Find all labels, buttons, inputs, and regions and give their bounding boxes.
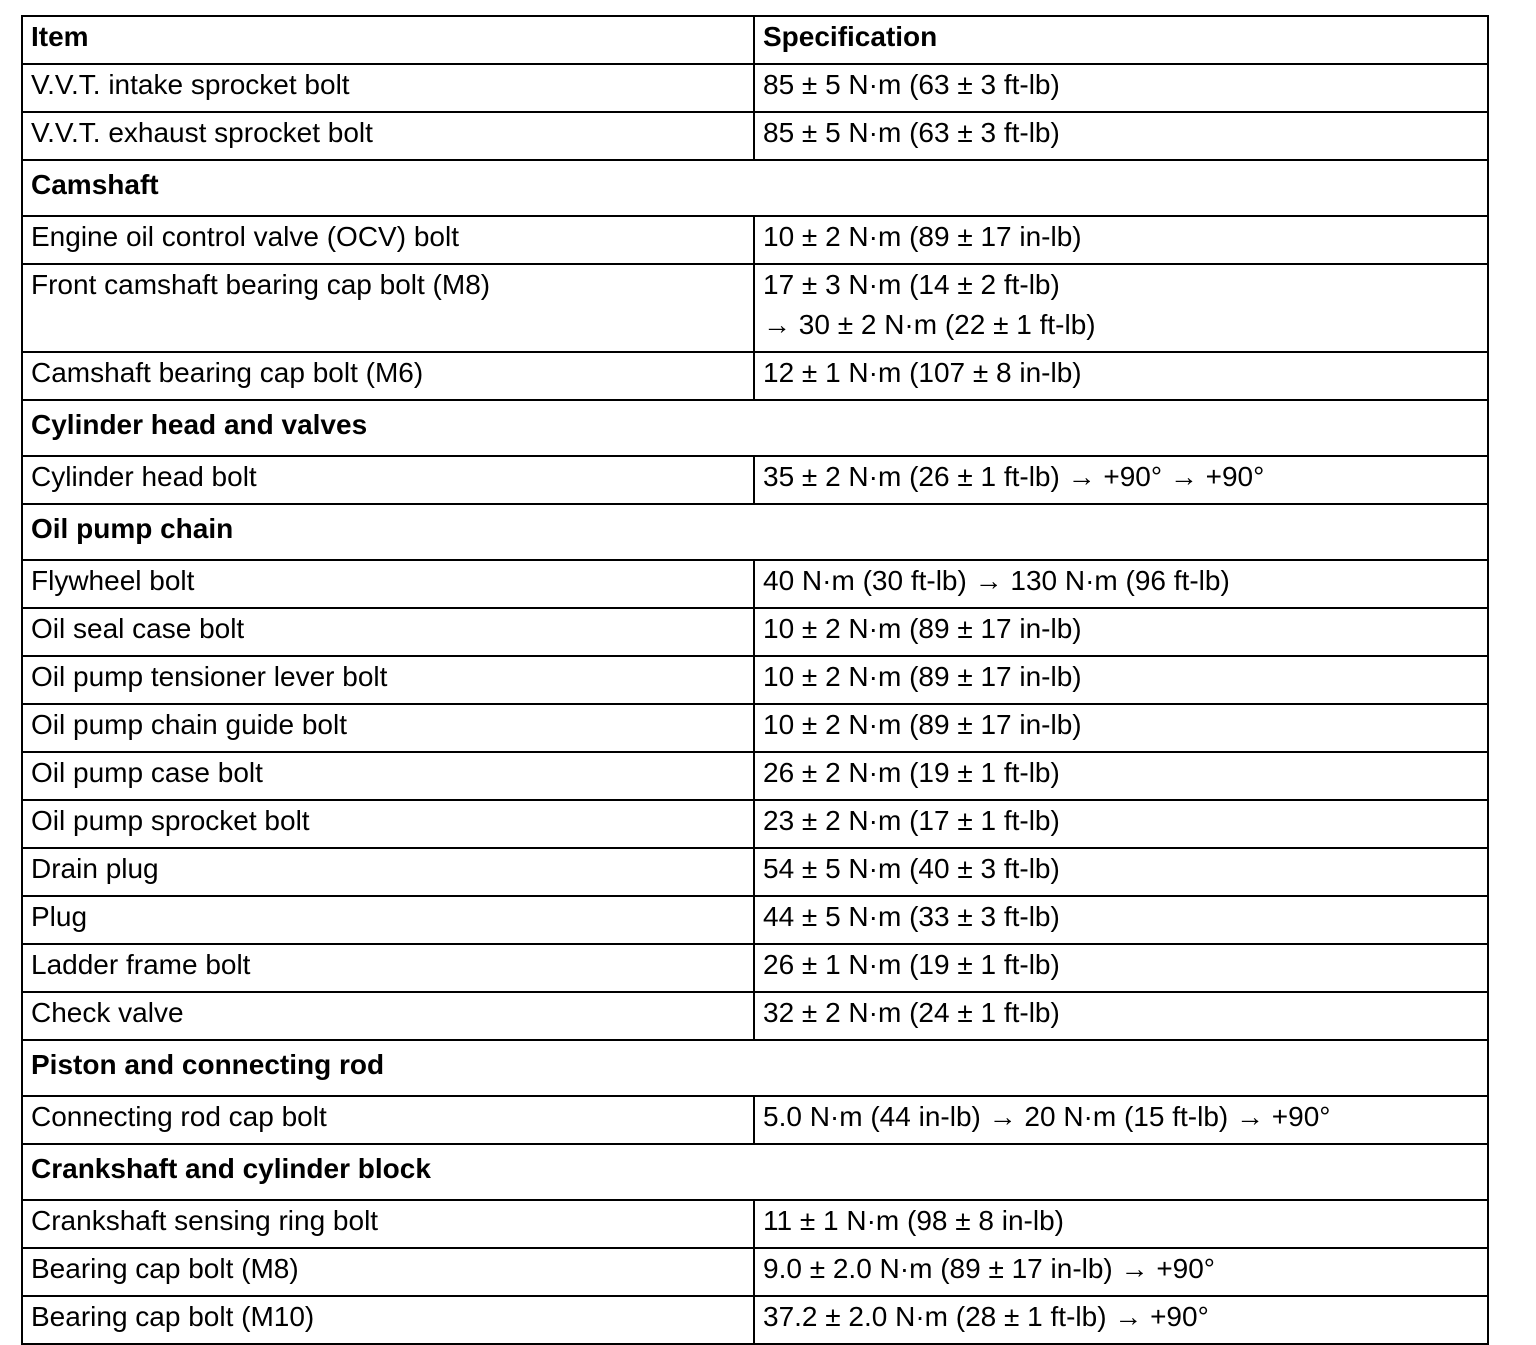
specification-cell: 40 N·m (30 ft-lb) → 130 N·m (96 ft-lb) bbox=[754, 560, 1488, 608]
specification-line: 17 ± 3 N·m (14 ± 2 ft-lb) bbox=[763, 269, 1060, 300]
table-row bbox=[22, 752, 1488, 800]
item-cell: Camshaft bearing cap bolt (M6) bbox=[22, 352, 754, 400]
item-cell: Oil pump sprocket bolt bbox=[22, 800, 754, 848]
section-row bbox=[22, 1144, 1488, 1200]
item-cell: V.V.T. exhaust sprocket bolt bbox=[22, 112, 754, 160]
specification-cell: 35 ± 2 N·m (26 ± 1 ft-lb) → +90° → +90° bbox=[754, 456, 1488, 504]
table-row bbox=[22, 352, 1488, 400]
table-row bbox=[22, 112, 1488, 160]
specification-cell: 12 ± 1 N·m (107 ± 8 in-lb) bbox=[754, 352, 1488, 400]
table-row bbox=[22, 608, 1488, 656]
table-row bbox=[22, 560, 1488, 608]
table-row bbox=[22, 800, 1488, 848]
section-title: Crankshaft and cylinder block bbox=[22, 1144, 1488, 1200]
table-row bbox=[22, 1248, 1488, 1296]
specification-cell: 11 ± 1 N·m (98 ± 8 in-lb) bbox=[754, 1200, 1488, 1248]
table-header-row bbox=[22, 16, 1488, 64]
column-header-item: Item bbox=[22, 16, 754, 64]
item-cell: Crankshaft sensing ring bolt bbox=[22, 1200, 754, 1248]
item-cell: Drain plug bbox=[22, 848, 754, 896]
table-row bbox=[22, 456, 1488, 504]
specification-cell: 23 ± 2 N·m (17 ± 1 ft-lb) bbox=[754, 800, 1488, 848]
table-row bbox=[22, 216, 1488, 264]
specification-cell: 10 ± 2 N·m (89 ± 17 in-lb) bbox=[754, 216, 1488, 264]
table-row bbox=[22, 1296, 1488, 1344]
item-cell: Oil pump tensioner lever bolt bbox=[22, 656, 754, 704]
table-row bbox=[22, 1096, 1488, 1144]
specification-cell: 26 ± 2 N·m (19 ± 1 ft-lb) bbox=[754, 752, 1488, 800]
table-row bbox=[22, 848, 1488, 896]
item-cell: Oil pump case bolt bbox=[22, 752, 754, 800]
torque-spec-table bbox=[21, 15, 1489, 1345]
specification-cell: 10 ± 2 N·m (89 ± 17 in-lb) bbox=[754, 656, 1488, 704]
item-cell: Oil seal case bolt bbox=[22, 608, 754, 656]
specification-cell: 10 ± 2 N·m (89 ± 17 in-lb) bbox=[754, 608, 1488, 656]
section-title: Oil pump chain bbox=[22, 504, 1488, 560]
section-title: Piston and connecting rod bbox=[22, 1040, 1488, 1096]
specification-cell: 37.2 ± 2.0 N·m (28 ± 1 ft-lb) → +90° bbox=[754, 1296, 1488, 1344]
item-cell: Connecting rod cap bolt bbox=[22, 1096, 754, 1144]
specification-cell: 54 ± 5 N·m (40 ± 3 ft-lb) bbox=[754, 848, 1488, 896]
specification-cell: 5.0 N·m (44 in-lb) → 20 N·m (15 ft-lb) → +90° bbox=[754, 1096, 1488, 1144]
specification-cell: 85 ± 5 N·m (63 ± 3 ft-lb) bbox=[754, 64, 1488, 112]
table-row bbox=[22, 896, 1488, 944]
section-title: Camshaft bbox=[22, 160, 1488, 216]
section-row bbox=[22, 400, 1488, 456]
specification-cell: 44 ± 5 N·m (33 ± 3 ft-lb) bbox=[754, 896, 1488, 944]
item-cell: Bearing cap bolt (M10) bbox=[22, 1296, 754, 1344]
item-cell: Flywheel bolt bbox=[22, 560, 754, 608]
table-body bbox=[22, 64, 1488, 1344]
section-title: Cylinder head and valves bbox=[22, 400, 1488, 456]
table-row bbox=[22, 656, 1488, 704]
specification-cell: 26 ± 1 N·m (19 ± 1 ft-lb) bbox=[754, 944, 1488, 992]
item-cell: Ladder frame bolt bbox=[22, 944, 754, 992]
item-cell: Cylinder head bolt bbox=[22, 456, 754, 504]
item-cell: Check valve bbox=[22, 992, 754, 1040]
specification-cell bbox=[754, 264, 1488, 352]
table-row bbox=[22, 704, 1488, 752]
table-row bbox=[22, 944, 1488, 992]
specification-cell: 32 ± 2 N·m (24 ± 1 ft-lb) bbox=[754, 992, 1488, 1040]
table-row bbox=[22, 1200, 1488, 1248]
item-cell: V.V.T. intake sprocket bolt bbox=[22, 64, 754, 112]
section-row bbox=[22, 1040, 1488, 1096]
specification-line: → 30 ± 2 N·m (22 ± 1 ft-lb) bbox=[763, 309, 1096, 340]
item-cell: Bearing cap bolt (M8) bbox=[22, 1248, 754, 1296]
specification-cell: 9.0 ± 2.0 N·m (89 ± 17 in-lb) → +90° bbox=[754, 1248, 1488, 1296]
item-cell: Oil pump chain guide bolt bbox=[22, 704, 754, 752]
specification-cell: 85 ± 5 N·m (63 ± 3 ft-lb) bbox=[754, 112, 1488, 160]
section-row bbox=[22, 504, 1488, 560]
item-cell: Front camshaft bearing cap bolt (M8) bbox=[22, 264, 754, 352]
column-header-specification: Specification bbox=[754, 16, 1488, 64]
table-row bbox=[22, 264, 1488, 352]
specification-cell: 10 ± 2 N·m (89 ± 17 in-lb) bbox=[754, 704, 1488, 752]
table-row bbox=[22, 64, 1488, 112]
item-cell: Engine oil control valve (OCV) bolt bbox=[22, 216, 754, 264]
table-row bbox=[22, 992, 1488, 1040]
section-row bbox=[22, 160, 1488, 216]
item-cell: Plug bbox=[22, 896, 754, 944]
